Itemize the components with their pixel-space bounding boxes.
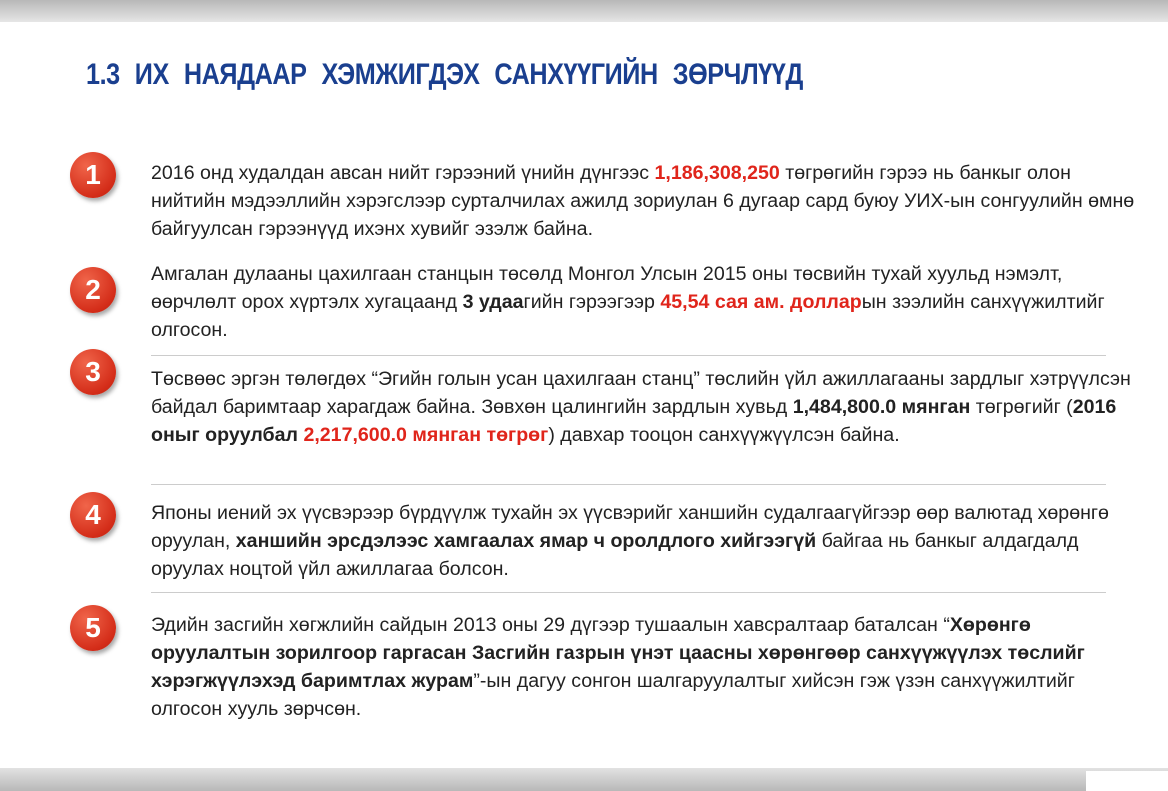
item-4-text-part1: Японы иений эх үүсвэрээр бүрдүүлж тухайн эх үүсвэрийг ханшийн судалгаагүйгээр өөр валютад хөрөнгө оруулан, — [151, 502, 1109, 552]
item-3-text-part3: ) давхар тооцон санхүүжүүлсэн байна. — [548, 424, 900, 446]
bottom-corner-patch — [1086, 771, 1168, 791]
item-3-text-part1: Төсвөөс эргэн төлөгдөх “Эгийн голын усан цахилгаан станц” төслийн үйл ажиллагааны зардлыг хэтрүүлсэн байдал баримтаар харагдаж байна. Зөвхөн цалингийн зардлын хувьд — [151, 368, 1131, 418]
item-3-text-part2: төгрөгийг ( — [970, 396, 1073, 418]
item-1-text-part2: төгрөгийн гэрээ нь банкыг олон нийтийн мэдээллийн хэрэгслээр сурталчилах ажилд зориулан 6 дугаар сард буюу УИХ-ын сонгуулийн өмнө байгуулсан гэрээнүүд ихэнх хувийг эзэлж байна. — [151, 162, 1135, 240]
item-5-text-part2: ”-ын дагуу сонгон шалгаруулалтыг хийсэн гэж үзэн санхүүжилтийг олгосон хууль зөрчсөн. — [151, 670, 1075, 720]
item-1-text-part1: 2016 онд худалдан авсан нийт гэрээний үнийн дүнгээс — [151, 162, 655, 184]
item-2-count: 3 удаа — [462, 291, 524, 313]
item-2-amount: 45,54 сая ам. доллар — [660, 291, 862, 313]
item-2-text-part3: ын зээлийн санхүүжилтийг олгосон. — [151, 291, 1105, 341]
item-4-emphasis: ханшийн эрсдэлээс хамгаалах ямар ч оролдлого хийгээгүй — [235, 530, 817, 552]
divider-2 — [151, 484, 1106, 485]
number-badge-2: 2 — [70, 267, 116, 313]
item-3-text — [151, 365, 1151, 449]
divider-3 — [151, 592, 1106, 593]
number-badge-1: 1 — [70, 152, 116, 198]
slide-bottom-border — [0, 768, 1168, 791]
item-5-regulation-title: Хөрөнгө оруулалтын зорилгоор гаргасан Засгийн газрын үнэт цаасны хөрөнгөөр санхүүжүүлэх төслийг хэрэгжүүлэхэд баримтлах журам — [151, 614, 1085, 692]
item-4-text — [151, 499, 1126, 583]
slide-title: 1.3 ИХ НАЯДААР ХЭМЖИГДЭХ САНХҮҮГИЙН ЗӨРЧЛҮҮД — [86, 58, 803, 91]
item-1-text — [151, 159, 1141, 243]
number-badge-5: 5 — [70, 605, 116, 651]
number-badge-4: 4 — [70, 492, 116, 538]
item-3-amount-bold: 1,484,800.0 мянган — [792, 396, 971, 418]
item-1-amount: 1,186,308,250 — [654, 162, 780, 184]
item-4-text-part2: байгаа нь банкыг алдагдалд оруулах ноцтой үйл ажиллагаа болсон. — [151, 530, 1079, 580]
item-5-text — [151, 611, 1151, 723]
number-badge-3: 3 — [70, 349, 116, 395]
item-3-amount-red: 2,217,600.0 мянган төгрөг — [303, 424, 549, 446]
item-3-year-note: 2016 оныг оруулбал — [151, 396, 1117, 446]
item-2-text-part2: гийн гэрээгээр — [523, 291, 661, 313]
slide-top-border — [0, 0, 1168, 22]
item-2-text-part1: Амгалан дулааны цахилгаан станцын төсөлд Монгол Улсын 2015 оны төсвийн тухай хуульд нэмэлт, өөрчлөлт орох хүртэлх хугацаанд — [151, 263, 1063, 313]
divider-1 — [151, 355, 1106, 356]
item-5-text-part1: Эдийн засгийн хөгжлийн сайдын 2013 оны 29 дүгээр тушаалын хавсралтаар баталсан “ — [151, 614, 950, 636]
item-2-text — [151, 260, 1126, 344]
